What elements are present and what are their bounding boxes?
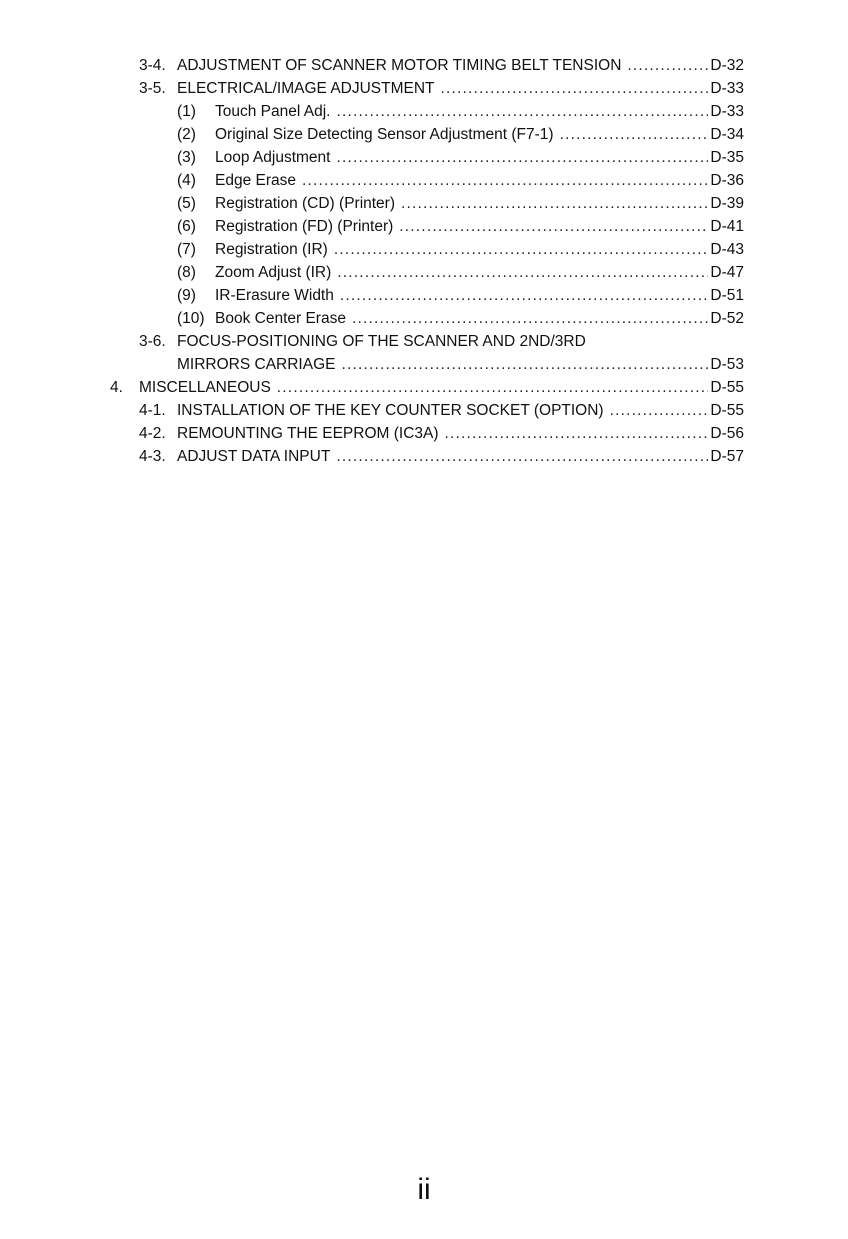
page-ref: D-47	[708, 261, 744, 284]
toc-entry-4-3[interactable]	[0, 445, 848, 468]
section-title: INSTALLATION OF THE KEY COUNTER SOCKET (OPTION)	[177, 399, 610, 422]
toc-entry-3-6[interactable]	[0, 330, 848, 353]
toc-entry-3-5[interactable]	[0, 77, 848, 100]
item-title: Original Size Detecting Sensor Adjustment (F7-1)	[215, 123, 560, 146]
page-number: ii	[417, 1173, 431, 1206]
dot-leader	[627, 54, 708, 77]
section-number: 4-1.	[139, 402, 166, 419]
page-ref: D-43	[708, 238, 744, 261]
item-title: Loop Adjustment	[215, 146, 336, 169]
toc-entry-registration-fd[interactable]	[0, 215, 848, 238]
dot-leader	[336, 146, 708, 169]
item-number: (8)	[177, 264, 196, 281]
page-ref: D-39	[708, 192, 744, 215]
toc-entry-edge-erase[interactable]	[0, 169, 848, 192]
toc-entry-registration-cd[interactable]	[0, 192, 848, 215]
dot-leader	[334, 238, 709, 261]
toc-entry-4-1[interactable]	[0, 399, 848, 422]
dot-leader	[337, 261, 708, 284]
dot-leader	[277, 376, 709, 399]
page-ref: D-33	[708, 100, 744, 123]
item-title: IR-Erasure Width	[215, 284, 340, 307]
page-ref: D-36	[708, 169, 744, 192]
section-title-line2: MIRRORS CARRIAGE	[177, 353, 341, 376]
item-number: (2)	[177, 126, 196, 143]
section-number: 3-5.	[139, 80, 166, 97]
item-title: Book Center Erase	[215, 307, 352, 330]
page-ref: D-55	[708, 399, 744, 422]
dot-leader	[441, 77, 709, 100]
dot-leader	[336, 100, 708, 123]
page-ref: D-32	[708, 54, 744, 77]
section-number: 3-4.	[139, 57, 166, 74]
item-number: (1)	[177, 103, 196, 120]
chapter-number: 4.	[110, 379, 123, 396]
page-ref: D-33	[708, 77, 744, 100]
item-title: Registration (FD) (Printer)	[215, 215, 399, 238]
section-title: ELECTRICAL/IMAGE ADJUSTMENT	[177, 77, 441, 100]
toc-entry-3-4[interactable]	[0, 54, 848, 77]
page-ref: D-41	[708, 215, 744, 238]
section-number: 4-2.	[139, 425, 166, 442]
dot-leader	[401, 192, 708, 215]
dot-leader	[399, 215, 708, 238]
dot-leader	[610, 399, 709, 422]
toc-entry-touch-panel-adj[interactable]	[0, 100, 848, 123]
dot-leader	[445, 422, 709, 445]
table-of-contents	[0, 54, 848, 468]
section-number: 3-6.	[139, 333, 166, 350]
item-number: (4)	[177, 172, 196, 189]
page-ref: D-34	[708, 123, 744, 146]
page-ref: D-55	[708, 376, 744, 399]
item-title: Registration (IR)	[215, 238, 334, 261]
item-number: (7)	[177, 241, 196, 258]
toc-entry-original-size-sensor[interactable]	[0, 123, 848, 146]
section-title-line1: FOCUS-POSITIONING OF THE SCANNER AND 2ND/3RD	[177, 333, 586, 350]
item-number: (3)	[177, 149, 196, 166]
page-ref: D-57	[708, 445, 744, 468]
section-title: REMOUNTING THE EEPROM (IC3A)	[177, 422, 445, 445]
item-title: Edge Erase	[215, 169, 302, 192]
chapter-title: MISCELLANEOUS	[139, 376, 277, 399]
section-title: ADJUSTMENT OF SCANNER MOTOR TIMING BELT TENSION	[177, 54, 627, 77]
toc-entry-3-6-continued[interactable]	[0, 353, 848, 376]
toc-entry-registration-ir[interactable]	[0, 238, 848, 261]
page-ref: D-53	[708, 353, 744, 376]
toc-entry-zoom-adjust[interactable]	[0, 261, 848, 284]
toc-entry-4-2[interactable]	[0, 422, 848, 445]
dot-leader	[560, 123, 709, 146]
dot-leader	[340, 284, 709, 307]
item-title: Registration (CD) (Printer)	[215, 192, 401, 215]
toc-entry-loop-adjustment[interactable]	[0, 146, 848, 169]
page-ref: D-56	[708, 422, 744, 445]
toc-entry-ir-erasure-width[interactable]	[0, 284, 848, 307]
item-number: (10)	[177, 310, 205, 327]
item-number: (9)	[177, 287, 196, 304]
item-number: (5)	[177, 195, 196, 212]
item-title: Zoom Adjust (IR)	[215, 261, 337, 284]
dot-leader	[352, 307, 708, 330]
dot-leader	[341, 353, 708, 376]
section-number: 4-3.	[139, 448, 166, 465]
dot-leader	[302, 169, 708, 192]
page-ref: D-52	[708, 307, 744, 330]
toc-chapter-4[interactable]	[0, 376, 848, 399]
toc-entry-book-center-erase[interactable]	[0, 307, 848, 330]
dot-leader	[336, 445, 708, 468]
item-title: Touch Panel Adj.	[215, 100, 336, 123]
item-number: (6)	[177, 218, 196, 235]
page-ref: D-35	[708, 146, 744, 169]
page-ref: D-51	[708, 284, 744, 307]
section-title: ADJUST DATA INPUT	[177, 445, 336, 468]
